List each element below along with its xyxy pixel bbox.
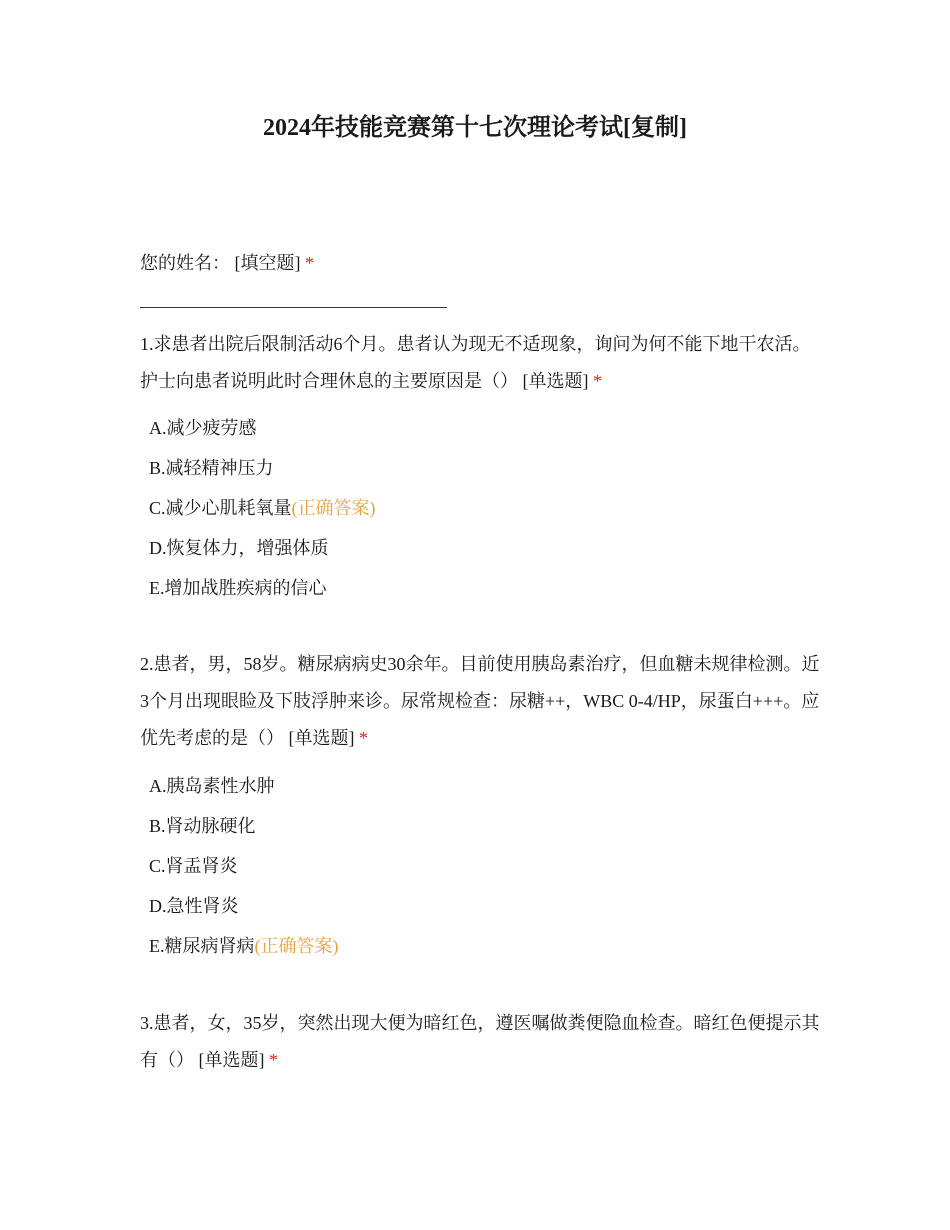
option-text: B.肾动脉硬化 xyxy=(149,816,256,836)
option-text: C.肾盂肾炎 xyxy=(149,856,238,876)
option-b[interactable] xyxy=(149,806,339,846)
required-star: * xyxy=(593,371,602,391)
required-star: * xyxy=(305,253,314,273)
option-text: E.糖尿病肾病 xyxy=(149,936,255,956)
correct-answer-tag: (正确答案) xyxy=(291,498,376,518)
required-star: * xyxy=(269,1050,278,1070)
option-text: D.急性肾炎 xyxy=(149,896,239,916)
option-text: B.减轻精神压力 xyxy=(149,458,274,478)
question-type-tag: [单选题] xyxy=(522,371,589,391)
question-type-tag: [单选题] xyxy=(198,1050,265,1070)
option-c[interactable] xyxy=(149,846,339,886)
option-text: A.减少疲劳感 xyxy=(149,418,257,438)
question-2 xyxy=(140,646,820,757)
question-type-tag: [单选题] xyxy=(288,728,355,748)
correct-answer-tag: (正确答案) xyxy=(254,936,339,956)
option-c[interactable] xyxy=(149,488,376,528)
required-star: * xyxy=(359,728,368,748)
option-a[interactable] xyxy=(149,766,339,806)
name-answer-line[interactable] xyxy=(140,307,447,308)
option-text: D.恢复体力，增强体质 xyxy=(149,538,329,558)
option-b[interactable] xyxy=(149,448,376,488)
option-text: A.胰岛素性水肿 xyxy=(149,776,275,796)
question-1-text: 1.求患者出院后限制活动6个月。患者认为现无不适现象，询问为何不能下地干农活。护士向患者说明此时合理休息的主要原因是（） xyxy=(140,334,811,391)
page-title: 2024年技能竞赛第十七次理论考试[复制] xyxy=(263,115,687,141)
option-a[interactable] xyxy=(149,408,376,448)
option-d[interactable] xyxy=(149,528,376,568)
question-3-text: 3.患者，女，35岁，突然出现大便为暗红色，遵医嘱做粪便隐血检查。暗红色便提示其有（） xyxy=(140,1013,820,1070)
question-1 xyxy=(140,326,820,400)
name-question-label: 您的姓名： xyxy=(140,253,230,273)
option-text: E.增加战胜疾病的信心 xyxy=(149,578,327,598)
question-2-text: 2.患者，男，58岁。糖尿病病史30余年。目前使用胰岛素治疗，但血糖未规律检测。近3个月出现眼睑及下肢浮肿来诊。尿常规检查：尿糖++，WBC 0-4/HP，尿蛋白+++。应优先考虑的是（） xyxy=(140,654,820,748)
question-1-options xyxy=(149,408,376,608)
option-d[interactable] xyxy=(149,886,339,926)
question-3 xyxy=(140,1005,820,1079)
option-text: C.减少心肌耗氧量 xyxy=(149,498,292,518)
option-e[interactable] xyxy=(149,568,376,608)
question-2-options xyxy=(149,766,339,966)
name-question xyxy=(140,245,820,282)
option-e[interactable] xyxy=(149,926,339,966)
question-type-tag: [填空题] xyxy=(234,253,301,273)
